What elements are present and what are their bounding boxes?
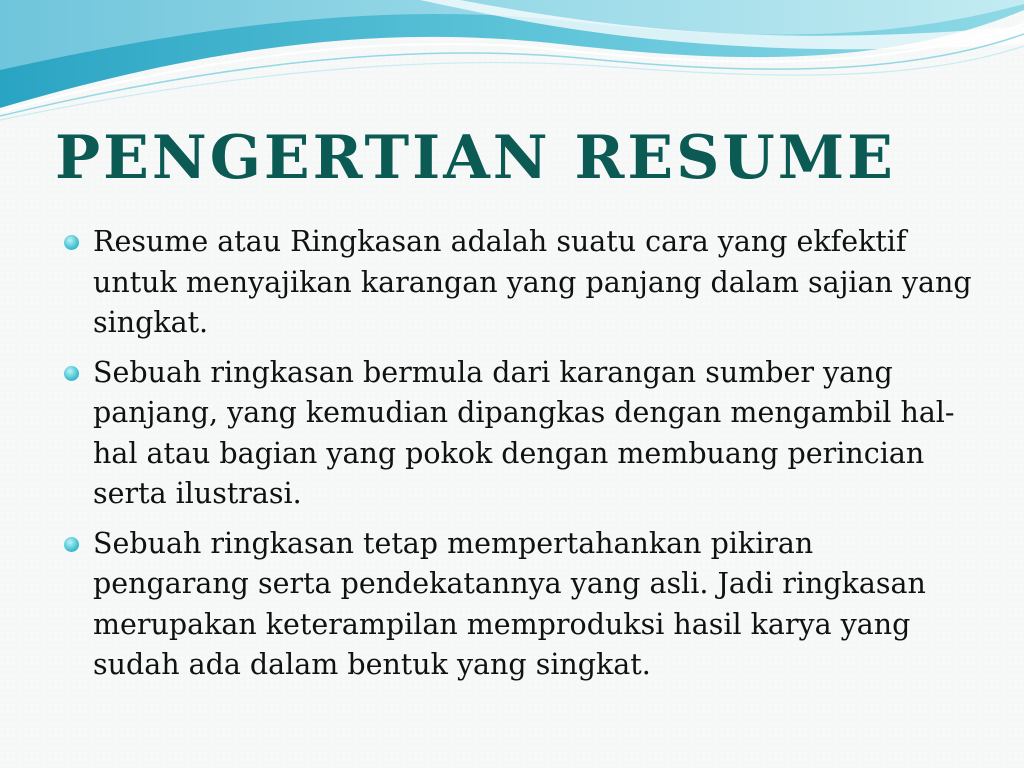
circle-bullet-icon bbox=[64, 537, 79, 552]
circle-bullet-icon bbox=[64, 366, 79, 381]
header-wave-decoration bbox=[0, 0, 1024, 130]
bullet-item bbox=[62, 524, 972, 686]
bullet-text: Resume atau Ringkasan adalah suatu cara yang ekfektif untuk menyajikan karangan yang panjang dalam sajian yang singkat. bbox=[93, 225, 972, 339]
circle-bullet-icon bbox=[64, 235, 79, 250]
bullet-item bbox=[62, 222, 972, 344]
bullet-text: Sebuah ringkasan tetap mempertahankan pikiran pengarang serta pendekatannya yang asli. Jadi ringkasan merupakan keterampilan memproduksi hasil karya yang sudah ada dalam bentuk yang singkat. bbox=[93, 526, 926, 681]
slide-title: PENGERTIAN RESUME bbox=[55, 123, 896, 193]
bullet-item bbox=[62, 353, 972, 515]
bullet-text: Sebuah ringkasan bermula dari karangan sumber yang panjang, yang kemudian dipangkas dengan mengambil hal-hal atau bagian yang pokok dengan membuang perincian serta ilustrasi. bbox=[93, 355, 955, 510]
bullet-list bbox=[62, 222, 972, 695]
